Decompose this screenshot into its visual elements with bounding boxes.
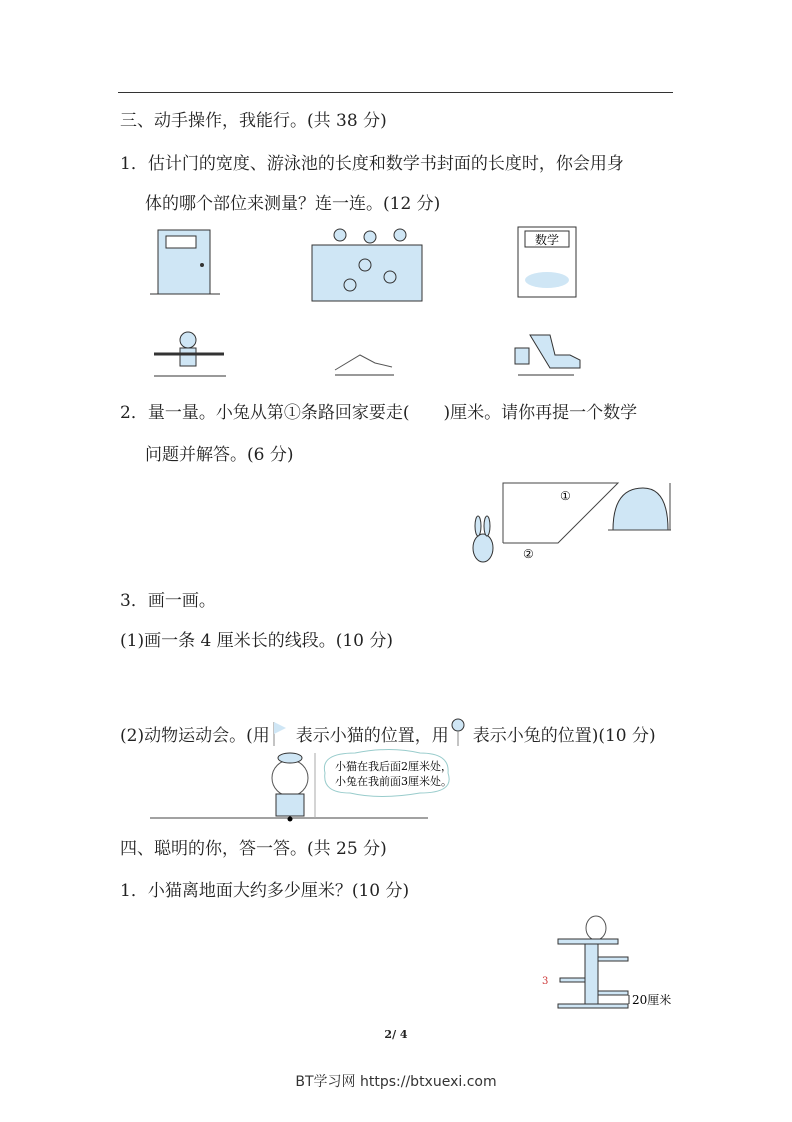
svg-text:3: 3 xyxy=(542,976,549,987)
page-number: 2/ 4 xyxy=(384,1028,408,1041)
q3-1-text: (1)画一条 4 厘米长的线段。(10 分) xyxy=(120,631,394,651)
q3-2-text xyxy=(120,718,656,746)
q3-2-part: (2)动物运动会。(用 xyxy=(120,726,270,746)
footstep-image xyxy=(510,330,595,380)
cat-tower-diagram xyxy=(538,910,678,1010)
arm-span-image xyxy=(150,330,230,382)
rabbit-path-diagram xyxy=(463,478,675,570)
q2-text: 2．量一量。小兔从第①条路回家要走( )厘米。请你再提一个数学 xyxy=(120,403,638,423)
q3-2-part: 表示小兔的位置)(10 分) xyxy=(472,726,656,746)
svg-text:20厘米: 20厘米 xyxy=(632,993,672,1007)
flag-icon xyxy=(270,720,296,746)
svg-text:②: ② xyxy=(523,547,534,561)
door-image xyxy=(150,228,220,298)
footer-watermark: BT学习网 https://btxuexi.com xyxy=(295,1074,497,1090)
section3-title: 三、动手操作，我能行。(共 38 分) xyxy=(120,111,387,131)
svg-text:小兔在我前面3厘米处。: 小兔在我前面3厘米处。 xyxy=(335,775,452,788)
svg-text:数学: 数学 xyxy=(534,233,560,247)
q1-text: 1．估计门的宽度、游泳池的长度和数学书封面的长度时，你会用身 xyxy=(120,154,624,174)
svg-text:①: ① xyxy=(560,489,571,503)
flower-icon xyxy=(449,718,473,746)
section4-title: 四、聪明的你，答一答。(共 25 分) xyxy=(120,839,387,859)
pig-track-diagram xyxy=(150,748,490,824)
q1-text-2: 体的哪个部位来测量？连一连。(12 分) xyxy=(145,194,441,214)
s4-q1-text: 1．小猫离地面大约多少厘米？(10 分) xyxy=(120,881,410,901)
header-rule xyxy=(118,92,673,93)
math-book-image xyxy=(515,225,580,300)
q2-text-2: 问题并解答。(6 分) xyxy=(145,445,294,465)
q3-text: 3．画一画。 xyxy=(120,591,216,611)
q3-2-part: 表示小猫的位置，用 xyxy=(295,726,449,746)
swimming-pool-image xyxy=(310,225,425,303)
hand-span-image xyxy=(330,345,400,380)
svg-text:小猫在我后面2厘米处，: 小猫在我后面2厘米处， xyxy=(335,760,452,773)
